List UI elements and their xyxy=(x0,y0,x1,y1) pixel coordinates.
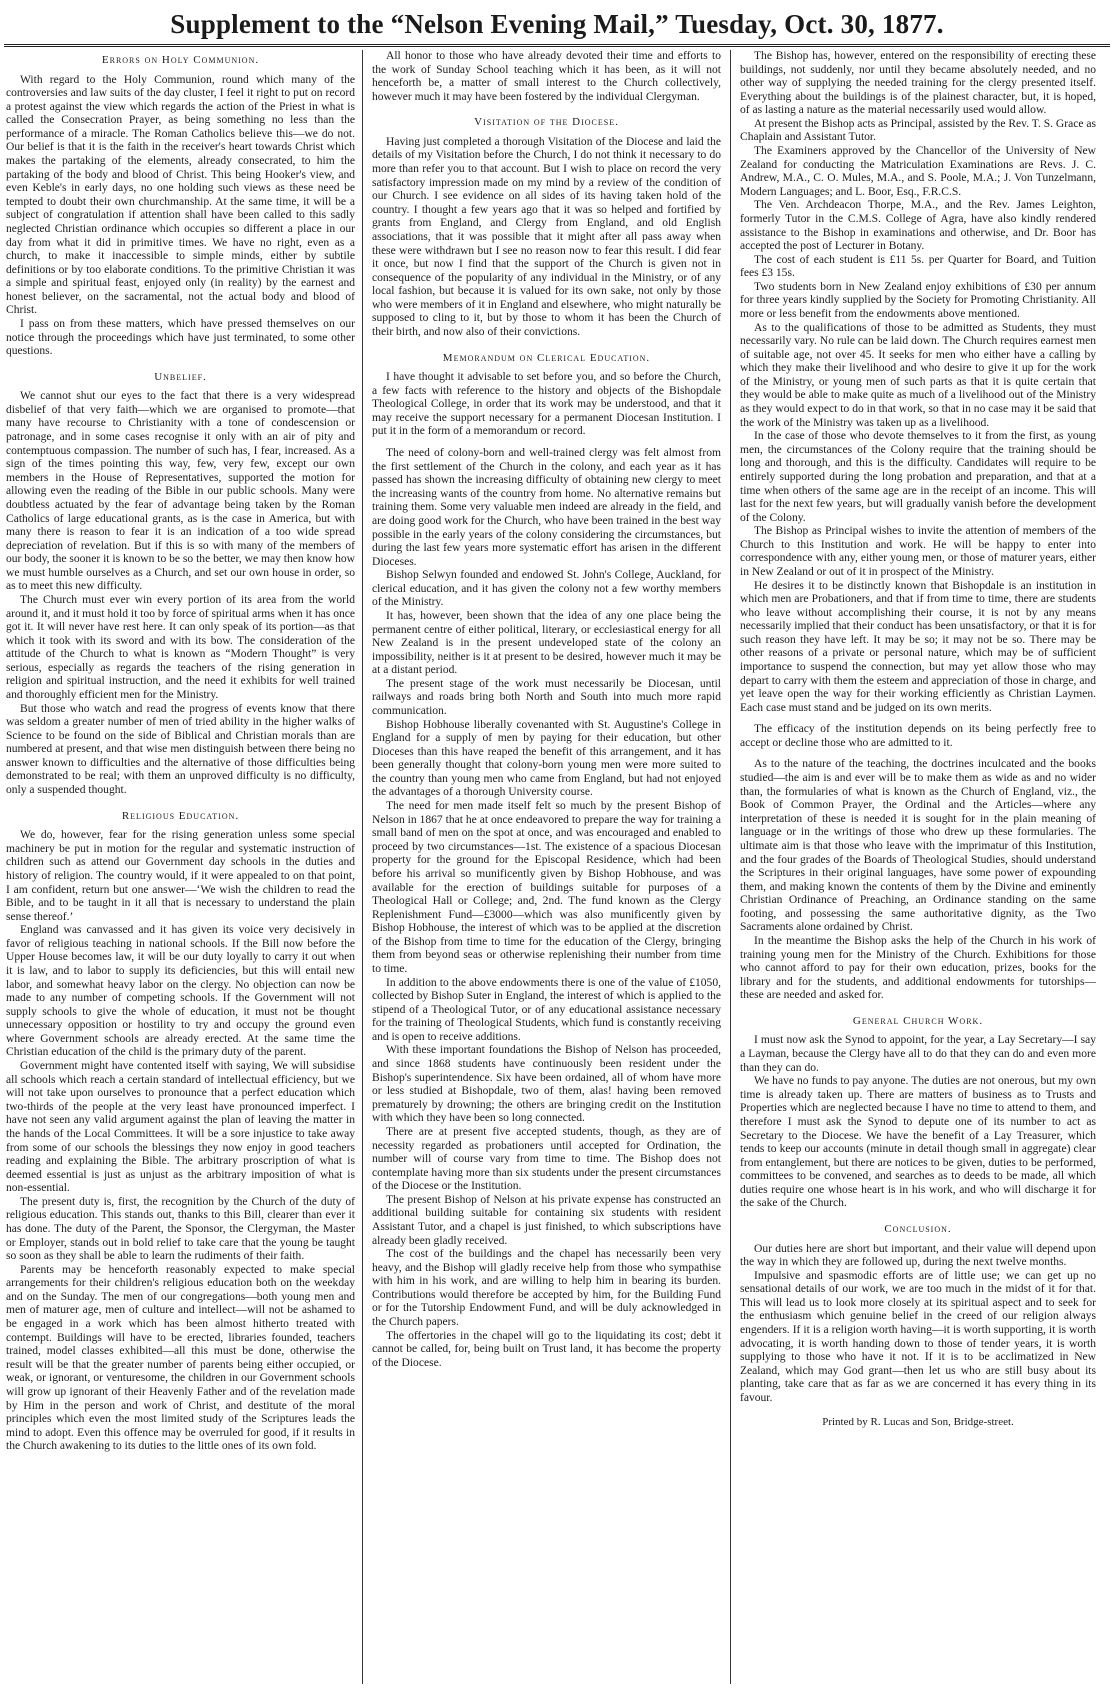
paragraph: The Bishop has, however, entered on the responsibility of erecting these buildings, not suddenly, nor until they became absolutely needed, and no other way of supplying the needed training for the clergy presented itself. Everything about the buildings is of the plainest character, but, it is hoped, of as lasting a nature as the material necessarily used would allow. xyxy=(740,50,1096,117)
masthead-rule xyxy=(4,44,1110,47)
paragraph: The Church must ever win every portion of its area from the world around it, and it must hold it too by force of spiritual arms when it has once got it. It will never have rest here. It can only speak of its portion—as that which it took with its sword and with its bow. The consideration of the attitude of the Church to what is known as “Modern Thought” is very serious, especially as regards the teachers of the rising generation in religion and spiritual instruction, and the need it exhibits for well trained and thoroughly efficient men for the Ministry. xyxy=(6,593,355,702)
paragraph: We do, however, fear for the rising generation unless some special machinery be put in motion for the regular and systematic instruction of children such as attend our Government day schools in the duties and history of religion. The country would, if it were appealed to on that point, I am confident, return but one answer—‘We wish the children to read the Bible, and to be taught in it all that is necessary to understand the plain sense thereof.’ xyxy=(6,829,355,923)
paragraph: It has, however, been shown that the idea of any one place being the permanent centre of either political, literary, or ecclesiastical energy for all New Zealand is in the present undeveloped state of the colony an impossibility, neither is it at present to be desired, however much it may be at a distant period. xyxy=(372,609,721,677)
paragraph: Government might have contented itself with saying, We will subsidise all schools which reach a certain standard of intellectual efficiency, but we will not take upon ourselves to pronounce that a perfect education which two-thirds of the people at the very least have pronounced imperfect. I have not seen any valid argument against the plan of leaving the matter in the hands of the Local Committees. It will be a sore injustice to take away from some of our schools the blessings they now enjoy in good teachers reading and explaining the Bible. The arbitrary proscription of what is deemed essential is just as unjust as the arbitrary imposition of what is non-essential. xyxy=(6,1060,355,1195)
column-3 xyxy=(740,50,1096,1684)
paragraph: He desires it to be distinctly known that Bishopdale is an institution in which men are Probationers, and that if from time to time, there are students who leave without accomplishing their course, it is not by any means necessarily implied that their conduct has been unsatisfactory, or that it is for such reason they have left. It may be so; it may not be so. There may be other reasons of a private or personal nature, which may be of sufficient importance to suspend the connection, but may yet allow those who may depart to carry with them the esteem and appreciation of those in charge, and yet leave open the way for their working efficiently as Christian Laymen. Each case must stand and be judged on its own merits. xyxy=(740,579,1096,714)
paragraph: There are at present five accepted students, though, as they are of necessity regarded as probationers until accepted for Ordination, the number will of course vary from time to time. The Bishop does not contemplate having more than six students under the present circumstances of the Diocese or the Institution. xyxy=(372,1125,721,1193)
paragraph: All honor to those who have already devoted their time and efforts to the work of Sunday School teaching which it has been, as it will not henceforth be, a matter of small interest to the Church collectively, however much it may have been fostered by the individual Clergyman. xyxy=(372,50,721,103)
section-heading-religious-education: Religious Education. xyxy=(121,809,240,822)
paragraph: As to the qualifications of those to be admitted as Students, they must necessarily vary. No rule can be laid down. The Church requires earnest men of suitable age, not over 45. It seeks for men who either have a calling by which they make their livelihood and who desire to give it up for the work of the Ministry, or young men of such parts as that it is quite certain that they would be able to make quite as much of a livelihood out of the Ministry as they would expect to do in that work, so that in no case may it be said that the work of the Ministry was taken up as a livelihood. xyxy=(740,321,1096,429)
paragraph: The present duty is, first, the recognition by the Church of the duty of religious education. This stands out, thanks to this Bill, clearer than ever it has done. The duty of the Parent, the Sponsor, the Clergyman, the Master or Employer, stands out in bold relief to take care that the young be taught so soon as they shall be able to learn the rudiments of their faith. xyxy=(6,1195,355,1263)
paragraph: Having just completed a thorough Visitation of the Diocese and laid the details of my Visitation before the Church, I do not think it necessary to do more than refer you to that account. But I wish to place on record the very satisfactory impression made on my mind by a review of the condition of our Church. I see evidence on all sides of its having taken hold of the country. I thought a few years ago that it was so helped and fortified by grants from England, and Clergy from England, and old English associations, that it was possible that it might after all pass away when these were withdrawn but I see no reason now to fear this result. I did fear it once, but now I find that the support of the Church is given not in consequence of the popularity of any individual in the Ministry, or of any local fashion, but because it is valued for its own sake, not only by those who were members of it in England and elsewhere, who might naturally be supposed to cling to it, but by those to whom it has been the Church of their birth, and now also of their convictions. xyxy=(372,135,721,338)
paragraph: The Ven. Archdeacon Thorpe, M.A., and the Rev. James Leighton, formerly Tutor in the C.M.S. College of Agra, have also kindly rendered assistance to the Bishop in examinations and otherwise, and Dr. Boor has accepted the post of Lecturer in Botany. xyxy=(740,199,1096,253)
paragraph: We cannot shut our eyes to the fact that there is a very widespread disbelief of that very faith—which we are organised to promote—that many have recourse to Christianity with a tone of condescension or patronage, and in some cases recognise it only with an air of pity and contemptuous compassion. The number of such has, I fear, increased. As a sign of the times pointing this way, few, very few, except our own members in the House of Representatives, supported the motion for allowing even the reading of the Bible in our public schools. Many were doubtless actuated by the fear of advantage being taken by the Roman Catholics of large educational grants, as is the case in America, but with many there is reason to fear it is an indication of a too wide spread depreciation of revelation. But if this is so with many of the members of our body, the sooner it is known to be so the better, we may then know how we must humble ourselves as a Church, and set our own house in order, so as to meet this new difficulty. xyxy=(6,390,355,593)
paragraph: The cost of the buildings and the chapel has necessarily been very heavy, and the Bishop will gladly receive help from those who sympathise with him in his work, and are willing to help him in bearing its burden. Contributions would therefore be accepted by him, for the Building Fund or for the Tutorship Endowment Fund, and will be duly acknowledged in the Church papers. xyxy=(372,1248,721,1329)
paragraph: With regard to the Holy Communion, round which many of the controversies and law suits of the day cluster, I feel it right to put on record a protest against the view which regards the action of the Priest in what is called the Consecration Prayer, as being something no less than the performance of a miracle. The Roman Catholics believe this—we do not. Our belief is that it is the faith in the receiver's heart towards Christ which makes the partaking of the elements, already consecrated, to him the partaking of the body and blood of Christ. This being Hooker's view, and even Keble's in early days, no one holding such views as these need be tempted to doubt their own churchmanship. At the same time, it will be a subject of congratulation if attention shall have been called to this sadly neglected Christian ordinance which occupies so different a place in our day from what it did in primitive times. We have no right, even as a church, to make it inaccessible to simple minds, either by subtile definitions or by too elaborate conditions. To the primitive Christian it was a simple and spiritual feast, enjoyed only (in reality) by the earnest and honest believer, on the sacramental, not the actual body and blood of Christ. xyxy=(6,73,355,317)
paragraph: In addition to the above endowments there is one of the value of £1050, collected by Bishop Suter in England, the interest of which is applied to the stipend of a Theological Tutor, or of any educational assistance necessary for the training of Theological Students, which fund is constantly receiving and is open to receive additions. xyxy=(372,976,721,1043)
section-heading-holy-communion: Errors on Holy Communion. xyxy=(101,54,260,66)
paragraph: The Examiners approved by the Chancellor of the University of New Zealand for conducting the Matriculation Examinations are Revs. J. C. Andrew, M.A., C. O. Mules, M.A., and S. Poole, M.A.; J. Von Tunzelmann, Modern Languages; and L. Boor, Esq., F.R.C.S. xyxy=(740,145,1096,198)
paragraph: The offertories in the chapel will go to the liquidating its cost; debt it cannot be called, for, being built on Trust land, it has become the property of the Diocese. xyxy=(372,1329,721,1369)
paragraph: The efficacy of the institution depends on its being perfectly free to accept or decline those who are admitted to it. xyxy=(740,723,1096,749)
paragraph: We have no funds to pay anyone. The duties are not onerous, but my own time is already taken up. There are matters of business as to Trusts and Properties which are neglected because I have no time to attend to them, and therefore I must ask the Synod to depute one of its number to act as Secretary to the Diocese. We have the benefit of a Lay Treasurer, which tends to keep our accounts (minute in detail though small in aggregate) clear from entanglement, but there are notices to be given, duties to be performed, committees to be convened, and searches as to deeds to be made, all which duties require one whose heart is in his work, and who will discharge it for the sake of the Church. xyxy=(740,1075,1096,1210)
paragraph: The cost of each student is £11 5s. per Quarter for Board, and Tuition fees £3 15s. xyxy=(740,253,1096,280)
column-divider xyxy=(730,50,731,1684)
paragraph: I must now ask the Synod to appoint, for the year, a Lay Secretary—I say a Layman, because the Clergy have all to do that they can do and even more than they can do. xyxy=(740,1034,1096,1074)
masthead-title: Supplement to the “Nelson Evening Mail,” Tuesday, Oct. 30, 1877. xyxy=(170,9,944,39)
column-2 xyxy=(372,50,721,1684)
printer-imprint: Printed by R. Lucas and Son, Bridge-street. xyxy=(822,1415,1014,1428)
paragraph: Two students born in New Zealand enjoy exhibitions of £30 per annum for three years kindly supplied by the Society for Promoting Christianity. All more or less benefit from the endowments above mentioned. xyxy=(740,280,1096,320)
section-heading-memorandum: Memorandum on Clerical Education. xyxy=(442,351,651,364)
paragraph: In the case of those who devote themselves to it from the first, as young men, the circumstances of the Colony require that the training should be long and thorough, and this is the difficulty. Candidates will require to be entirely supported during the long probation and preparation, and that at a time when others of the same age are in the receipt of an income. This will last for the next few years, but will gradually vanish before the development of the Colony. xyxy=(740,430,1096,524)
paragraph: Bishop Selwyn founded and endowed St. John's College, Auckland, for clerical education, and it has given the colony not a few worthy members of the Ministry. xyxy=(372,569,721,609)
paragraph: Bishop Hobhouse liberally covenanted with St. Augustine's College in England for a supply of men by paying for their education, but other Dioceses than this have reaped the benefit of this arrangement, and it has been generally thought that colony-born young men were more suited to the country than young men who came from England, but had not enjoyed the advantages of a thorough University course. xyxy=(372,718,721,799)
section-heading-conclusion: Conclusion. xyxy=(884,1222,952,1235)
paragraph: I have thought it advisable to set before you, and so before the Church, a few facts with reference to the history and objects of the Bishopdale Theological College, in order that its work may be understood, and that it may receive the support necessary for a permanent Diocesan Institution. I put it in the form of a memorandum or record. xyxy=(372,371,721,438)
column-1 xyxy=(6,50,355,1684)
paragraph: As to the nature of the teaching, the doctrines inculcated and the books studied—the aim is and ever will be to make them as wide as and no wider than, the formularies of what is known as the Church of England, viz., the Book of Common Prayer, the Ordinal and the Articles—where any interpretation of these is needed it is sought for in the plain meaning of language or in the writings of those who drew up these formularies. The ultimate aim is that those who leave with the imprimatur of this Institution, and the four grades of the Boards of Theological Studies, should understand the Scriptures in their original languages, have some power of expounding them, and making known the contents of them by the Divine and eminently Christian Ordinance of Preaching, an Ordinance standing on the same footing, and possessing the same authoritative dignity, as the Two Sacraments alone ordained by Christ. xyxy=(740,758,1096,934)
paragraph: The Bishop as Principal wishes to invite the attention of members of the Church to this Institution and work. He will be happy to enter into correspondence with any, either young men, or those of maturer years, either in New Zealand or out of it in prospect of the Ministry. xyxy=(740,525,1096,578)
paragraph: The present stage of the work must necessarily be Diocesan, until railways and roads bring both North and South into much more rapid communication. xyxy=(372,677,721,718)
section-heading-visitation: Visitation of the Diocese. xyxy=(474,116,619,129)
paragraph: I pass on from these matters, which have pressed themselves on our notice through the proceedings which have just terminated, to some other questions. xyxy=(6,317,355,358)
section-heading-general-church-work: General Church Work. xyxy=(852,1014,984,1027)
paragraph: The present Bishop of Nelson at his private expense has constructed an additional building suitable for containing six students with resident Assistant Tutor, and a chapel is just finished, to which subscriptions have already been gladly received. xyxy=(372,1193,721,1247)
paragraph: The need for men made itself felt so much by the present Bishop of Nelson in 1867 that he at once endeavored to prepare the way for training a small band of men on the spot at once, and was encouraged and enabled to proceed by two circumstances—1st. The existence of a spacious Diocesan property for the ground for the Episcopal Residence, which had been before his arrival so munificently given by Bishop Hobhouse, and was available for the erection of buildings suitable for purposes of a Theological Hall or College; and, 2nd. The fund known as the Clergy Replenishment Fund—£3000—which was also munificently given by Bishop Hobhouse, the interest of which was to be applied at the discretion of the Bishop from time to time for the education of the Clergy, bringing them from beyond seas or otherwise replenishing their number from time to time. xyxy=(372,800,721,975)
paragraph: England was canvassed and it has given its voice very decisively in favor of religious teaching in national schools. If the Bill now before the Upper House becomes law, it will be our duty loyally to carry it out when it is law, and to labor to supply its deficiencies, but this will entail new labor, and somewhat heavy labor on the clergy. No objection can now be made to any number of competing schools. If the Government will not supply schools to give the whole of education, it must not be thought unnecessary opposition or hostility to try and occupy the ground even where Government schools are already erected. At the same time the Christian education of the child is the primary duty of the parent. xyxy=(6,924,355,1059)
section-heading-unbelief: Unbelief. xyxy=(154,370,207,383)
paragraph: Parents may be henceforth reasonably expected to make special arrangements for their children's religious education both on the weekday and on the Sunday. The men of our congregations—both young men and men of maturer age, men of culture and intellect—will not be ashamed to be engaged in a work which has been almost hitherto treated with contempt. Buildings will have to be erected, libraries founded, teachers trained, model classes exhibited—all this must be done, otherwise the result will be that the greater number of parents being either occupied, or weak, or ignorant, or venturesome, the children in our Government schools will grow up ignorant of their Heavenly Father and of the revelation made by Him in the person and work of Christ, and destitute of the moral principles which even the most limited study of the Scriptures leads the mind to adopt. Even this offence may be overruled for good, if it results in the Church awakening to its duties to the little ones of its own fold. xyxy=(6,1263,355,1453)
column-divider xyxy=(362,50,363,1684)
paragraph: But those who watch and read the progress of events know that there was seldom a greater number of men of tried ability in the higher walks of Science to be found on the side of Biblical and Christian morals than are numbered at present, and that wise men distinguish between there being no answer known to difficulties and the alternative of those difficulties being demonstrated to be real; with them an unproved difficulty is no difficulty, only a suspended thought. xyxy=(6,702,355,797)
paragraph: Our duties here are short but important, and their value will depend upon the way in which they are followed up, during the next twelve months. xyxy=(740,1242,1096,1269)
paragraph: At present the Bishop acts as Principal, assisted by the Rev. T. S. Grace as Chaplain and Assistant Tutor. xyxy=(740,117,1096,144)
paragraph: With these important foundations the Bishop of Nelson has proceeded, and since 1868 students have continuously been resident under the Bishop's superintendence. Six have been ordained, all of whom have more or less studied at Bishopdale, two of them, alas! having been removed prematurely by drowning; the others are bringing credit on the Institution with which they have been so long connected. xyxy=(372,1044,721,1125)
paragraph: The need of colony-born and well-trained clergy was felt almost from the first settlement of the Church in the colony, and each year as it has passed has shown the increasing difficulty of obtaining new clergy to meet the increasing wants of the country from home. No alternative remains but training them. Some very valuable men indeed are already in the field, and are doing good work for the Church, who have been trained in the best way possible in the early years of the colony considering the circumstances, but during the last few years more systematic effort has arisen in the different Dioceses. xyxy=(372,447,721,568)
paragraph: Impulsive and spasmodic efforts are of little use; we can get up no sensational details of our work, we are too much in the midst of it for that. This will lead us to look more closely at its spiritual aspect and to seek for the enthusiasm which genuine belief in the creed of our religion always engenders. If it is a religion worth having—it is worth supporting, it is worth advocating, it is worth handing down to those of tender years, it is worth supplying to those who have it not. If it is to be acclimatized in New Zealand, which may God grant—then let us who are still busy about its planting, take care that as far as we are concerned it has every thing in its favour. xyxy=(740,1269,1096,1404)
paragraph: In the meantime the Bishop asks the help of the Church in his work of training young men for the Ministry of the Church. Exhibitions for those who cannot afford to pay for their own education, prizes, books for the library and for the students, and additional endowments for tutorships—these are needed and asked for. xyxy=(740,935,1096,1002)
